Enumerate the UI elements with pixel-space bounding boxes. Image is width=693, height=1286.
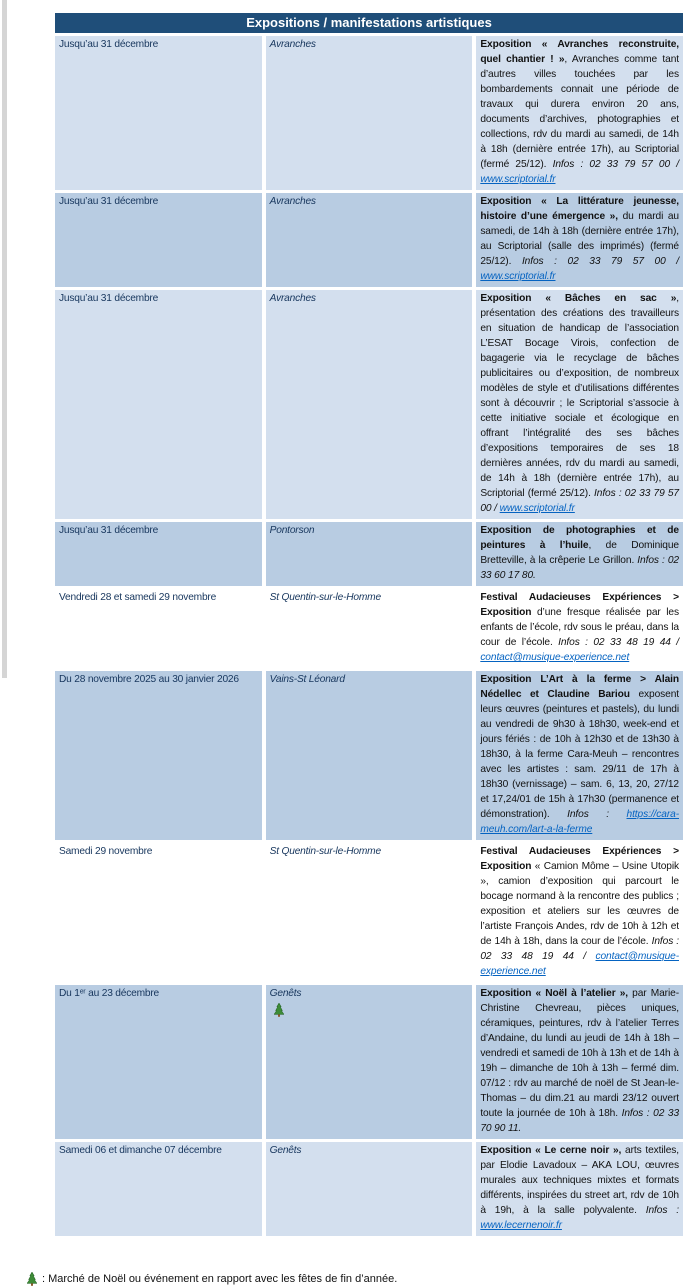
event-date: Du 1ᵉʳ au 23 décembre: [55, 985, 262, 1139]
event-location: [266, 36, 473, 190]
event-date: Samedi 29 novembre: [55, 843, 262, 982]
text-segment: exposent leurs œuvres (peintures et pastels), du lundi au vendredi de 9h30 à 18h30, week-end et jours fériés : de 10h à 12h30 et de 13h30 à 18h30, à la ferme Cara-Meuh – rencontres avec les artistes : sam. 29/11 de 17h à 18h30 (vernissage) – sam. 6, 13, 20, 27/12 et 17,24/01 de 15h à 17h30 (permanence et démonstration).: [480, 689, 679, 820]
document-content: [0, 10, 693, 1286]
table-row: [55, 522, 683, 586]
event-location: [266, 290, 473, 519]
event-date: Jusqu’au 31 décembre: [55, 193, 262, 287]
footnote: [27, 1272, 693, 1286]
location-label: Genêts: [269, 1145, 302, 1156]
location-label: Pontorson: [269, 525, 315, 536]
hyperlink[interactable]: www.scriptorial.fr: [499, 503, 575, 514]
event-location: [266, 522, 473, 586]
location-label: Avranches: [269, 196, 316, 207]
text-segment: Infos : 02 33 79 57 00 /: [552, 159, 679, 170]
event-date: Du 28 novembre 2025 au 30 janvier 2026: [55, 671, 262, 840]
event-location: [266, 843, 473, 982]
text-segment: Exposition L’Art à la ferme > Alain Nédellec et Claudine Bariou: [480, 674, 679, 700]
hyperlink[interactable]: contact@musique-experience.net: [480, 951, 679, 977]
text-segment: d’une fresque réalisée par les enfants de l’école, rdv sous le préau, dans la cour de l’école.: [480, 607, 679, 648]
event-date: Jusqu’au 31 décembre: [55, 290, 262, 519]
text-segment: Infos : 02 33 48 19 44 /: [558, 637, 680, 648]
event-location: [266, 671, 473, 840]
text-segment: Festival Audacieuses Expériences > Exposition: [480, 592, 679, 618]
table-row: [55, 193, 683, 287]
location-label: St Quentin-sur-le-Homme: [269, 846, 381, 857]
event-location: [266, 589, 473, 668]
event-description: [476, 193, 683, 287]
event-description: [476, 843, 683, 982]
text-segment: Exposition « Avranches reconstruite, quel chantier ! »: [480, 39, 679, 65]
event-description: [476, 1142, 683, 1236]
table-row: [55, 1142, 683, 1236]
text-segment: Exposition de photographies et de peintures à l’huile: [480, 525, 679, 551]
table-title: Expositions / manifestations artistiques: [55, 13, 683, 33]
location-label: Genêts: [269, 988, 302, 999]
event-date: Jusqu’au 31 décembre: [55, 522, 262, 586]
text-segment: , Avranches comme tant d’autres villes touchées par les bombardements connait une période de travaux qui durera environ 20 ans, documents d’archives, photographies et collections, rdv du mardi au samedi, de 14h à 18h (dernière entrée 17h), au Scriptorial (fermé 25/12).: [480, 54, 679, 170]
text-segment: Infos :: [645, 1205, 679, 1216]
text-segment: du mardi au samedi, de 14h à 18h (dernière entrée 17h), au Scriptorial (salle des imprimés) (fermé 25/12).: [480, 211, 679, 267]
text-segment: Exposition « La littérature jeunesse, histoire d’une émergence »,: [480, 196, 679, 222]
hyperlink[interactable]: www.lecernenoir.fr: [480, 1220, 562, 1231]
table-header-row: [55, 13, 683, 33]
table-row: [55, 589, 683, 668]
footnote-text: : Marché de Noël ou événement en rapport avec les fêtes de fin d’année.: [42, 1273, 398, 1285]
event-date: Samedi 06 et dimanche 07 décembre: [55, 1142, 262, 1236]
table-row: [55, 671, 683, 840]
hyperlink[interactable]: https://cara-meuh.com/lart-a-la-ferme: [480, 809, 679, 835]
text-segment: Infos : 02 33 48 19 44 /: [480, 936, 679, 962]
text-segment: Exposition « Noël à l’atelier »,: [480, 988, 633, 999]
event-location: [266, 193, 473, 287]
expositions-table: [51, 10, 687, 1239]
event-date: Jusqu’au 31 décembre: [55, 36, 262, 190]
text-segment: Infos :: [567, 809, 627, 820]
location-label: St Quentin-sur-le-Homme: [269, 592, 381, 603]
location-label: Vains-St Léonard: [269, 674, 345, 685]
text-segment: Infos : 02 33 79 57 00 /: [480, 488, 679, 514]
location-label: Avranches: [269, 293, 316, 304]
text-segment: Exposition « Le cerne noir »,: [480, 1145, 622, 1156]
text-segment: Exposition « Bâches en sac »: [480, 293, 677, 304]
table-row: [55, 985, 683, 1139]
location-label: Avranches: [269, 39, 316, 50]
text-segment: , présentation des créations des travailleurs en situation de handicap de l’association L’ESAT Bocage Virois, confection de bagagerie via le recyclage de bâches publicitaires ou d’exposition, de nombreux modèles de style et d’utilisations différentes sont à découvrir ; le Scriptorial s’associe à cette initiative sociale et écologique en offrant l’intégralité des ses bâches d’expositions temporaires de ses 18 dernières années, rdv du mardi au samedi, de 14h à 18h (dernière entrée 17h), au Scriptorial (fermé 25/12).: [480, 293, 679, 499]
text-segment: Festival Audacieuses Expériences > Exposition: [480, 846, 679, 872]
event-description: [476, 290, 683, 519]
table-row: [55, 36, 683, 190]
table-row: [55, 843, 683, 982]
christmas-tree-icon: [274, 1003, 469, 1018]
hyperlink[interactable]: www.scriptorial.fr: [480, 271, 556, 282]
event-description: [476, 985, 683, 1139]
text-segment: Infos : 02 33 79 57 00 /: [521, 256, 679, 267]
hyperlink[interactable]: www.scriptorial.fr: [480, 174, 556, 185]
text-segment: Infos : 02 33 70 90 11.: [480, 1108, 680, 1134]
event-location: [266, 985, 473, 1139]
hyperlink[interactable]: contact@musique-experience.net: [480, 652, 630, 663]
text-segment: arts textiles, par Elodie Lavadoux – AKA LOU, œuvres murales aux techniques mixtes et formats différents, inspirées du street art, rdv de 10h à 19h, à la salle polyvalente.: [480, 1145, 679, 1216]
table-row: [55, 290, 683, 519]
text-segment: , de Dominique Bretteville, à la crêperie Le Grillon.: [480, 540, 679, 566]
event-description: [476, 522, 683, 586]
event-location: [266, 1142, 473, 1236]
event-description: [476, 36, 683, 190]
text-segment: Infos : 02 33 60 17 80.: [480, 555, 679, 581]
event-description: [476, 671, 683, 840]
christmas-tree-icon: [27, 1272, 37, 1286]
event-description: [476, 589, 683, 668]
text-segment: par Marie-Christine Chevreau, pièces uniques, céramiques, peintures, rdv à l’atelier Terres d’Andaine, du lundi au jeudi de 14h à 18h – vendredi et samedi de 10h à 13h et de 14h à 19h – dimanche de 10h à 13h – fermé dim. 07/12 : rdv au marché de noël de St Jean-le-Thomas – du dim.21 au mardi 23/12 ouvert toute la journée de 10h à 18h.: [480, 988, 679, 1119]
event-date: Vendredi 28 et samedi 29 novembre: [55, 589, 262, 668]
text-segment: « Camion Môme – Usine Utopik », camion d’exposition qui parcourt le bocage normand à la rencontre des publics ; exposition et ateliers sur les œuvres de l’artiste François Andes, rdv de 10h à 12h et de 14h à 18h, dans la cour de l’école.: [480, 861, 679, 947]
